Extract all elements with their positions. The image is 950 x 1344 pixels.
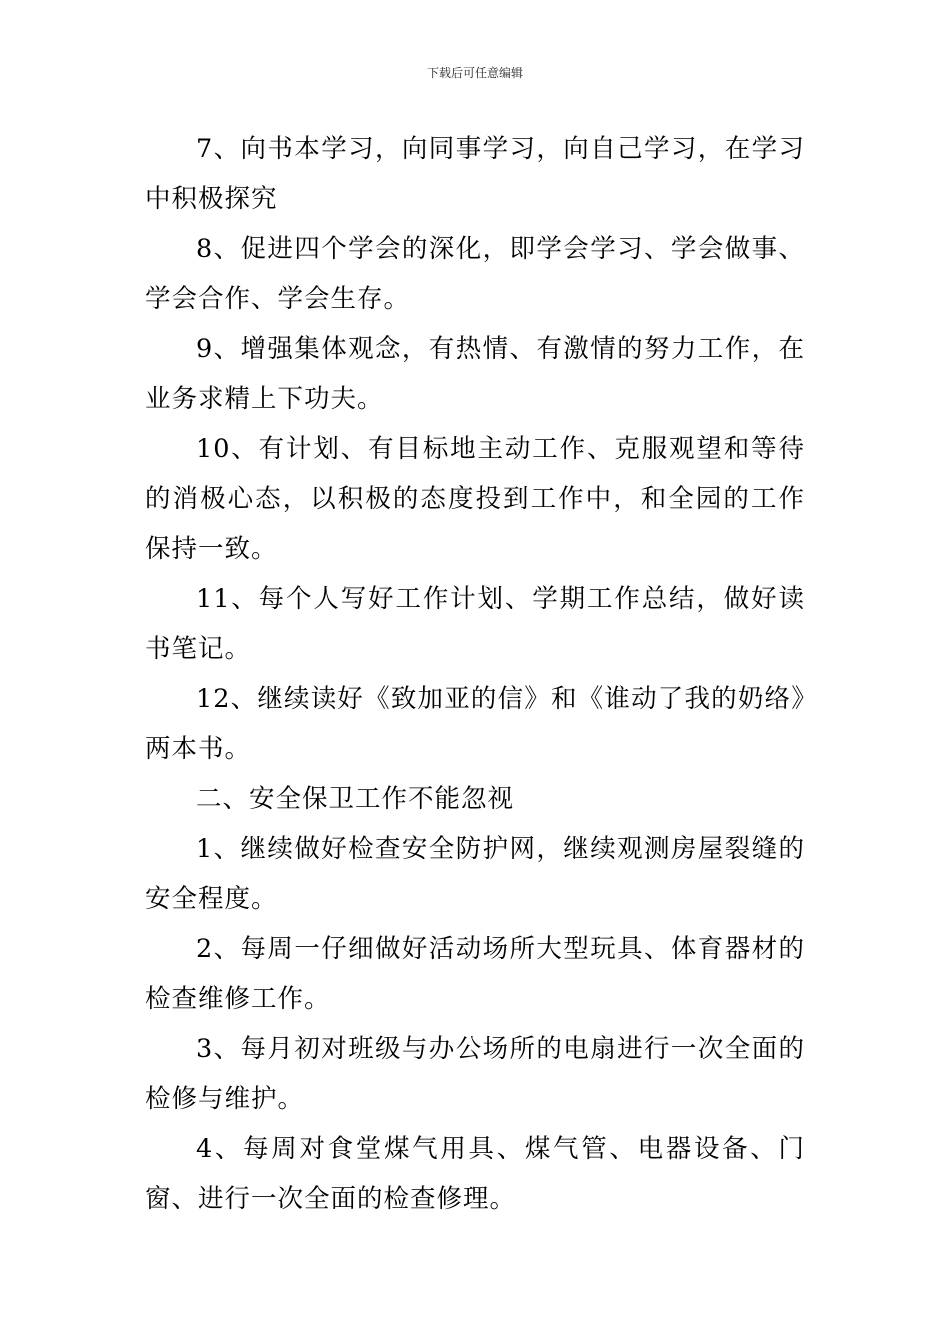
paragraph-item-10: 10、有计划、有目标地主动工作、克服观望和等待的消极心态，以积极的态度投到工作中，和全园的工作保持一致。 [145, 434, 805, 564]
document-body [145, 124, 805, 1224]
paragraph-safety-1: 1、继续做好检查安全防护网，继续观测房屋裂缝的安全程度。 [145, 834, 805, 914]
section-heading-safety: 二、安全保卫工作不能忽视 [196, 784, 515, 814]
paragraph-safety-2: 2、每周一仔细做好活动场所大型玩具、体育器材的检查维修工作。 [145, 934, 805, 1014]
paragraph-item-9: 9、增强集体观念，有热情、有激情的努力工作，在业务求精上下功夫。 [145, 334, 805, 414]
paragraph-item-7: 7、向书本学习，向同事学习，向自己学习，在学习中积极探究 [145, 134, 805, 214]
paragraph-item-12: 12、继续读好《致加亚的信》和《谁动了我的奶络》两本书。 [145, 684, 805, 764]
paragraph-item-8: 8、促进四个学会的深化，即学会学习、学会做事、学会合作、学会生存。 [145, 234, 805, 314]
paragraph-safety-4: 4、每周对食堂煤气用具、煤气管、电器设备、门窗、进行一次全面的检查修理。 [145, 1134, 805, 1214]
page-header: 下载后可任意编辑 [426, 66, 523, 80]
paragraph-item-11: 11、每个人写好工作计划、学期工作总结，做好读书笔记。 [145, 584, 805, 664]
paragraph-safety-3: 3、每月初对班级与办公场所的电扇进行一次全面的检修与维护。 [145, 1034, 805, 1114]
